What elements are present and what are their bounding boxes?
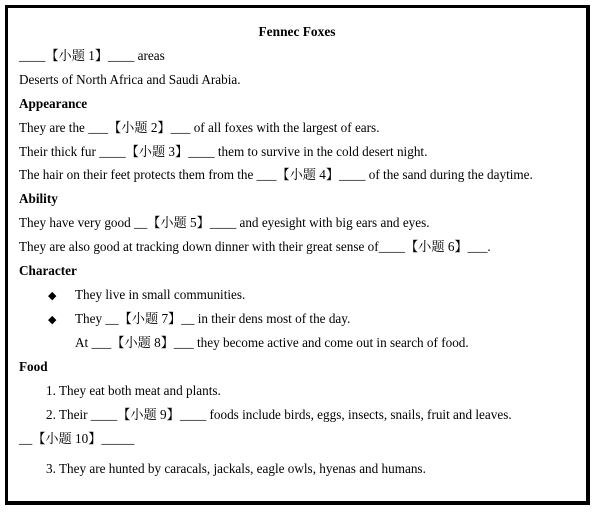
diamond-bullet-icon: ◆ — [48, 314, 57, 326]
text-line-appearance-2: Their thick fur ____【小题 3】____ them to survive in the cold desert night. — [19, 144, 428, 159]
text-line-food-2: 2. Their ____【小题 9】____ foods include birds, eggs, insects, snails, fruit and leaves. — [46, 407, 512, 422]
text-line-ability-2: They are also good at tracking down dinner with their great sense of____【小题 6】___. — [19, 239, 491, 254]
blank-line-10: __【小题 10】_____ — [19, 431, 135, 446]
heading-appearance: Appearance — [19, 96, 88, 111]
text-line-food-1: 1. They eat both meat and plants. — [46, 383, 221, 398]
text-line-ability-1: They have very good __【小题 5】____ and eyesight with big ears and eyes. — [19, 215, 430, 230]
text-line-character-1: They live in small communities. — [75, 287, 246, 302]
heading-food: Food — [19, 359, 48, 374]
text-line-food-3: 3. They are hunted by caracals, jackals, eagle owls, hyenas and humans. — [46, 461, 426, 476]
heading-ability: Ability — [19, 191, 58, 206]
document-title: Fennec Foxes — [258, 24, 336, 39]
diamond-bullet-icon: ◆ — [48, 290, 57, 302]
text-line-appearance-3: The hair on their feet protects them from the ___【小题 4】____ of the sand during the daytime. — [19, 167, 533, 182]
text-line-habitat: Deserts of North Africa and Saudi Arabia. — [19, 72, 241, 87]
text-line-appearance-1: They are the ___【小题 2】___ of all foxes with the largest of ears. — [19, 120, 380, 135]
heading-character: Character — [19, 263, 77, 278]
blank-line-1: ____【小题 1】____ areas — [19, 48, 165, 63]
text-line-character-2: They __【小题 7】__ in their dens most of the day. — [75, 311, 351, 326]
text-line-character-3: At ___【小题 8】___ they become active and come out in search of food. — [75, 335, 469, 350]
